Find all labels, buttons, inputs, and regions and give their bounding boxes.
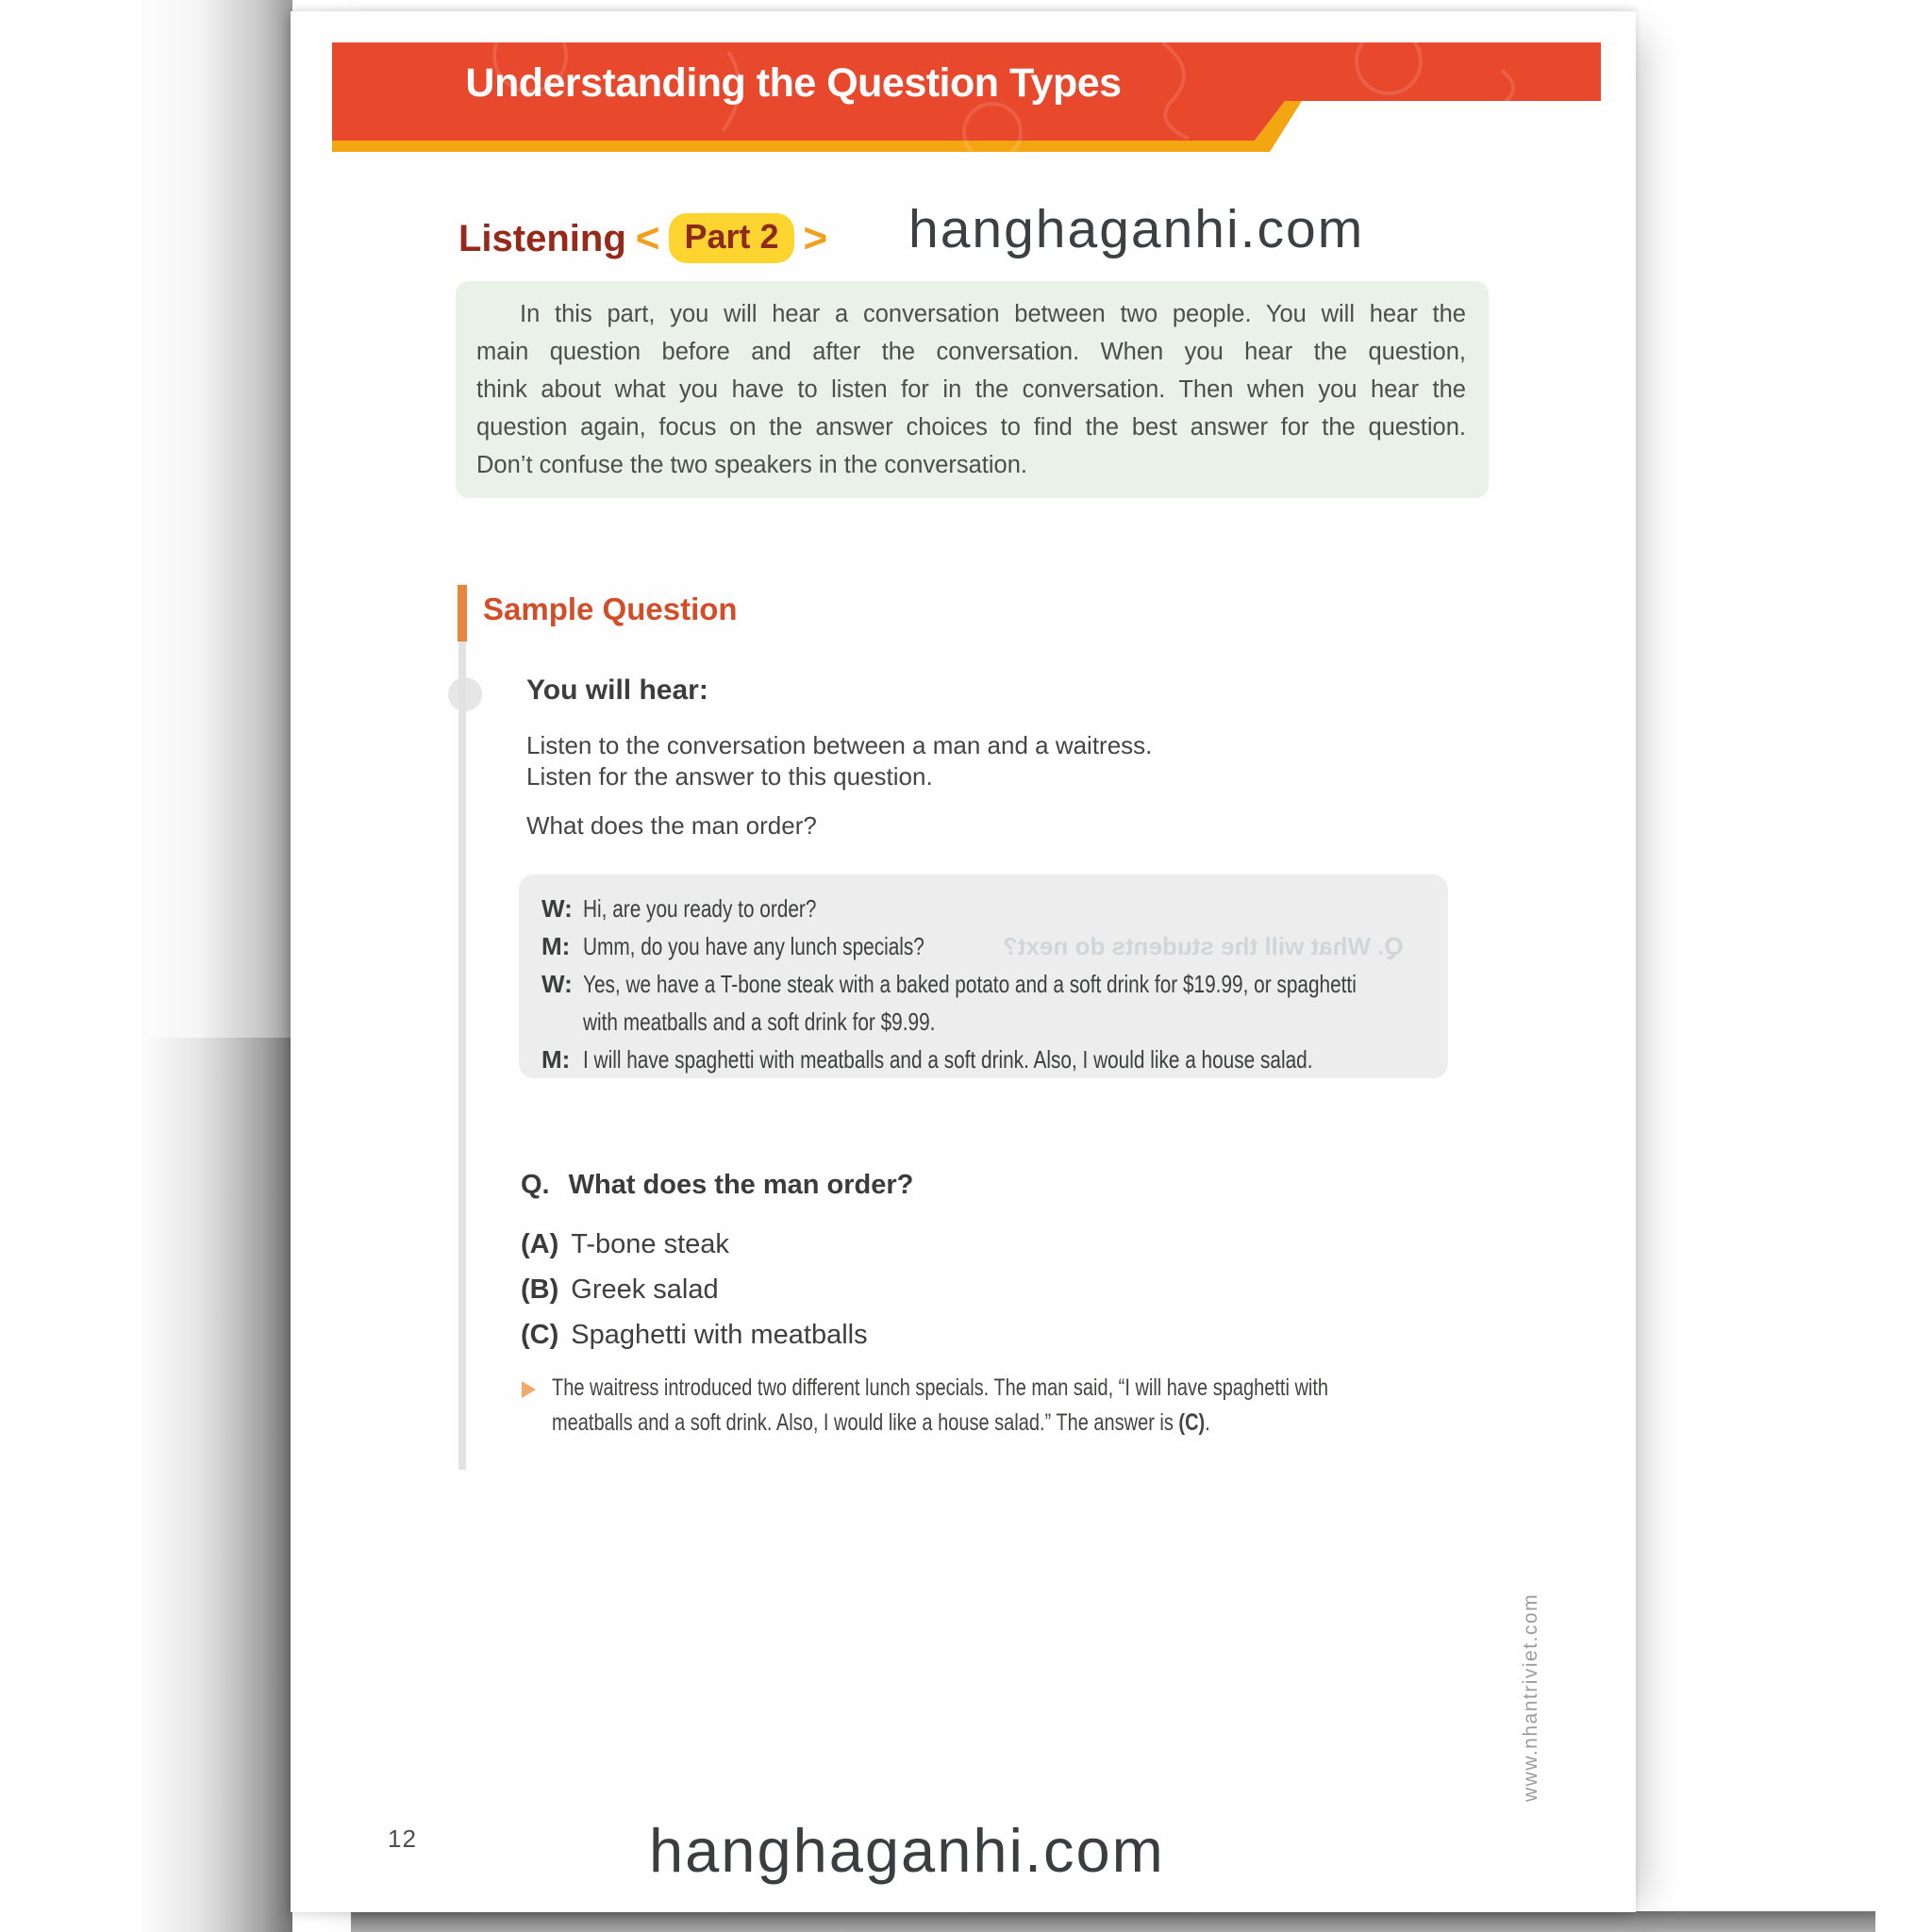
dialogue-turn [541,890,1448,927]
listening-instruction-line: Listen for the answer to this question. [526,762,933,791]
explanation-line [552,1406,1328,1441]
watermark-bottom: hanghaganhi.com [649,1816,1165,1885]
choice-letter: (C) [521,1320,559,1350]
right-angle-bracket: > [803,214,828,261]
dialogue-line: with meatballs and a soft drink for $9.99. [583,1008,936,1036]
dialogue-line: Yes, we have a T-bone steak with a baked potato and a soft drink for $19.99, or spaghetti [583,970,1357,998]
publisher-url-vertical: www.nhantriviet.com [1520,1592,1541,1802]
explanation-period: . [1205,1409,1210,1436]
part-instructions-box [456,281,1489,498]
answer-explanation [552,1371,1523,1441]
listening-instructions [526,730,1152,792]
part-badge: Part 2 [669,213,793,263]
page-number: 12 [388,1824,417,1853]
answer-choice-a [521,1229,729,1260]
left-angle-bracket: < [635,214,660,261]
skill-label: Listening [458,217,626,259]
speaker-label: M: [541,1045,571,1074]
dialogue-line: Umm, do you have any lunch specials? [583,932,924,960]
choice-text: Greek salad [571,1274,719,1305]
you-will-hear-label: You will hear: [526,675,708,706]
watermark-top: hanghaganhi.com [908,199,1365,259]
section-rail-line [458,641,466,1470]
textbook-page [291,11,1636,1912]
instructions-line: In this part, you will hear a conversation between two people. You will hear the [520,301,1466,327]
bleed-through-text: Q. What will the students do next? [1003,932,1404,960]
dialogue-turn [541,965,1448,1041]
explanation-line: The waitress introduced two different lunch specials. The man said, “I will have spaghetti with [552,1374,1329,1401]
answer-choice-c [521,1320,868,1351]
listening-prompt: What does the man order? [526,811,817,840]
main-question [521,1170,913,1201]
correct-answer-label: (C) [1178,1409,1206,1436]
question-text: What does the man order? [568,1170,914,1200]
answer-arrow-icon [522,1381,536,1398]
choice-letter: (B) [521,1274,559,1305]
explanation-line-2-text: meatballs and a soft drink. Also, I would like a house salad.” The answer is [552,1409,1179,1436]
instructions-line: think about what you have to listen for in the conversation. Then when you hear the [476,376,1466,403]
choice-text: T-bone steak [571,1229,729,1259]
instructions-line: question again, focus on the answer choices to find the best answer for the question. [476,414,1466,441]
section-heading [458,213,827,263]
book-bottom-edge [351,1911,1875,1932]
speaker-label: W: [541,894,573,923]
chapter-title: Understanding the Question Types [465,60,1122,106]
question-label: Q. [521,1170,550,1200]
dialogue-turn [541,1041,1448,1078]
speaker-label: M: [541,932,571,960]
speaker-label: W: [541,970,573,998]
instructions-line: main question before and after the conversation. When you hear the question, [476,339,1466,365]
choice-letter: (A) [521,1229,559,1259]
listening-instruction-line: Listen to the conversation between a man and a waitress. [526,731,1153,759]
section-rail-accent [458,585,467,641]
answer-choice-b [521,1274,719,1306]
dialogue-box [519,874,1448,1078]
page-left-shadow-lower [142,1038,292,1932]
dialogue-line: I will have spaghetti with meatballs and a soft drink. Also, I would like a house salad. [583,1045,1313,1074]
sample-question-heading: Sample Question [483,591,738,626]
dialogue-line: Hi, are you ready to order? [583,894,817,923]
choice-text: Spaghetti with meatballs [571,1320,868,1350]
instructions-line: Don’t confuse the two speakers in the conversation. [476,452,1027,478]
